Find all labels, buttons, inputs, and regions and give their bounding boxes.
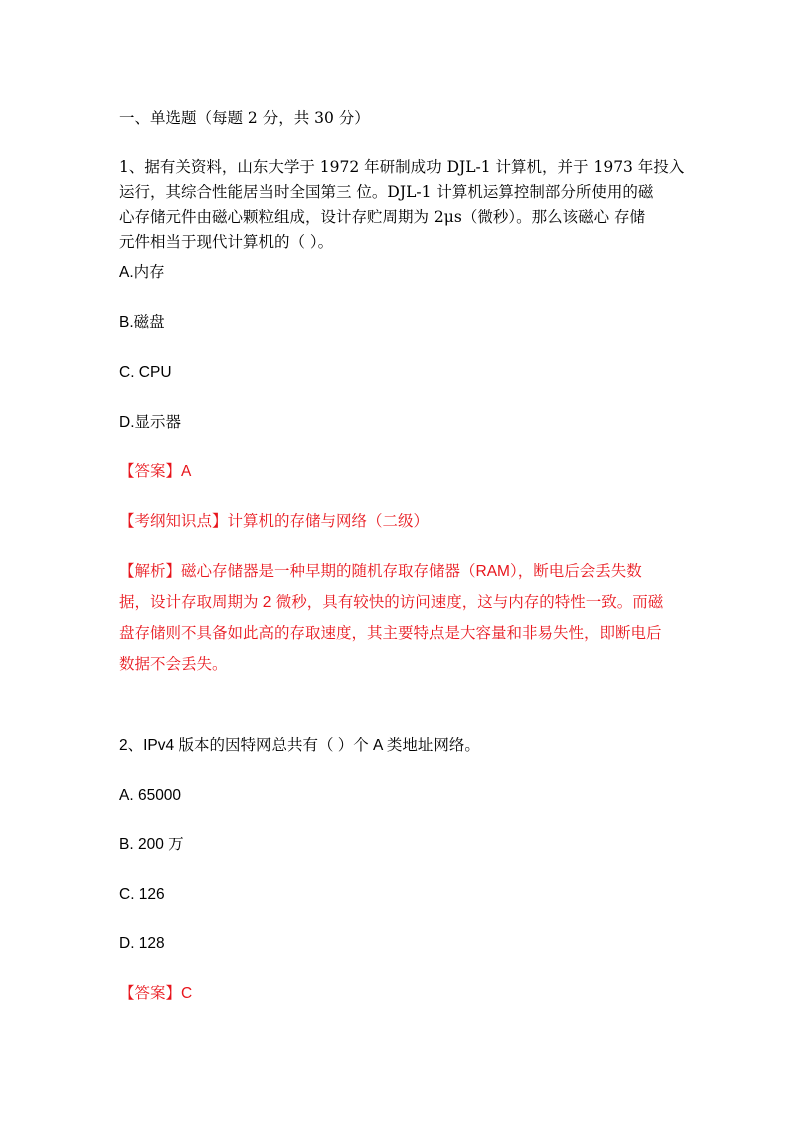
explanation-line: 据，设计存取周期为 2 微秒，具有较快的访问速度，这与内存的特性一致。而磁	[119, 594, 664, 611]
stem-line: 元件相当于现代计算机的（ ）。	[119, 233, 334, 251]
question-1-option-d: D.显示器	[119, 414, 182, 431]
question-1-knowledge-point: 【考纲知识点】计算机的存储与网络（二级）	[119, 513, 430, 530]
question-1-stem	[119, 155, 685, 255]
explanation-line: 盘存储则不具备如此高的存取速度，其主要特点是大容量和非易失性，即断电后	[119, 625, 662, 642]
question-2-stem: 2、IPv4 版本的因特网总共有（ ）个 A 类地址网络。	[119, 737, 480, 754]
question-2-option-b: B. 200 万	[119, 836, 184, 853]
question-1-option-a: A.内存	[119, 264, 165, 281]
question-1-option-c: C. CPU	[119, 364, 172, 381]
question-2-answer: 【答案】C	[119, 985, 193, 1002]
section-title: 一、单选题（每题 2 分，共 30 分）	[119, 109, 370, 127]
question-2-option-c: C. 126	[119, 886, 165, 903]
stem-line: 1、据有关资料，山东大学于 1972 年研制成功 DJL-1 计算机，并于 1973 年投入	[119, 158, 685, 176]
stem-line: 运行，其综合性能居当时全国第三 位。DJL-1 计算机运算控制部分所使用的磁	[119, 183, 654, 201]
question-1-explanation	[119, 556, 679, 680]
question-2-option-d: D. 128	[119, 935, 165, 952]
explanation-line: 【解析】磁心存储器是一种早期的随机存取存储器（RAM），断电后会丢失数	[119, 563, 642, 580]
question-1-option-b: B.磁盘	[119, 314, 165, 331]
question-2-option-a: A. 65000	[119, 787, 182, 804]
explanation-line: 数据不会丢失。	[119, 656, 228, 673]
stem-line: 心存储元件由磁心颗粒组成，设计存贮周期为 2μs（微秒）。那么该磁心 存储	[119, 208, 645, 226]
question-1-answer: 【答案】A	[119, 463, 192, 480]
